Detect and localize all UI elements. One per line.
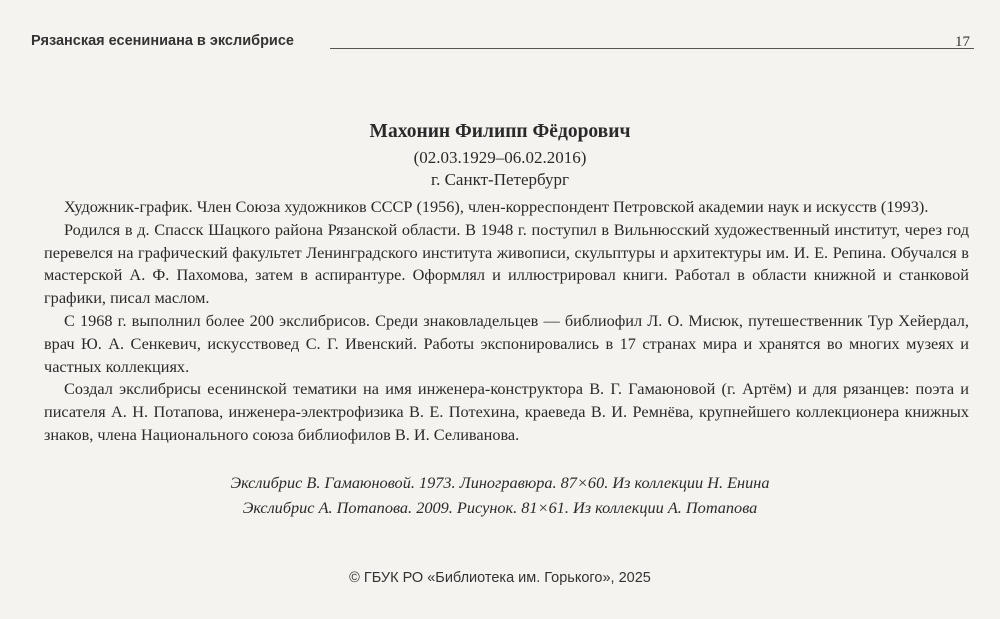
- person-city: г. Санкт-Петербург: [431, 170, 569, 189]
- header-rule: [330, 48, 974, 49]
- running-title: Рязанская есениниана в экслибрисе: [31, 33, 294, 49]
- person-name: Махонин Филипп Фёдорович: [369, 121, 631, 142]
- page-number: 17: [955, 34, 970, 50]
- footer-copyright: © ГБУК РО «Библиотека им. Горького», 2025: [349, 570, 651, 586]
- paragraph: Художник-график. Член Союза художников СССР (1956), член-корреспондент Петровской академии наук и искусств (1993).: [64, 197, 929, 216]
- paragraph: Родился в д. Спасск Шацкого района Рязанской области. В 1948 г. поступил в Вильнюсский художественный институт, через год перевелся на графический факультет Ленинградского института живописи, скульптуры и архитектуры им. И. Е. Репина. Обучался в мастерской А. Ф. Пахомова, затем в аспирантуре. Оформлял и иллюстрировал книги. Работал в области книжной и станковой графики, писал маслом.: [44, 219, 969, 308]
- bookplate-captions: [0, 470, 1000, 520]
- person-life-dates: (02.03.1929–06.02.2016): [413, 148, 587, 167]
- paragraph: Создал экслибрисы есенинской тематики на имя инженера-конструктора В. Г. Гамаюновой (г. Артём) и для рязанцев: поэта и писателя А. Н. Потапова, инженера-электрофизика В. Е. Потехина, краеведа В. И. Ремнёва, крупнейшего коллекционера книжных знаков, члена Национального союза библиофилов В. И. Селиванова.: [44, 379, 969, 444]
- caption: Экслибрис А. Потапова. 2009. Рисунок. 81×61. Из коллекции А. Потапова: [242, 498, 758, 517]
- running-header: [31, 33, 970, 55]
- caption: Экслибрис В. Гамаюновой. 1973. Линогравюра. 87×60. Из коллекции Н. Енина: [230, 473, 770, 492]
- paragraph: С 1968 г. выполнил более 200 экслибрисов. Среди знаковладельцев — библиофил Л. О. Мисюк, путешественник Тур Хейердал, врач Ю. А. Сенкевич, искусствовед С. Г. Ивенский. Работы экспонировались в 17 странах мира и хранятся во многих музеях и частных коллекциях.: [44, 310, 969, 376]
- person-title-block: [0, 119, 1000, 191]
- biography-text: [44, 196, 969, 447]
